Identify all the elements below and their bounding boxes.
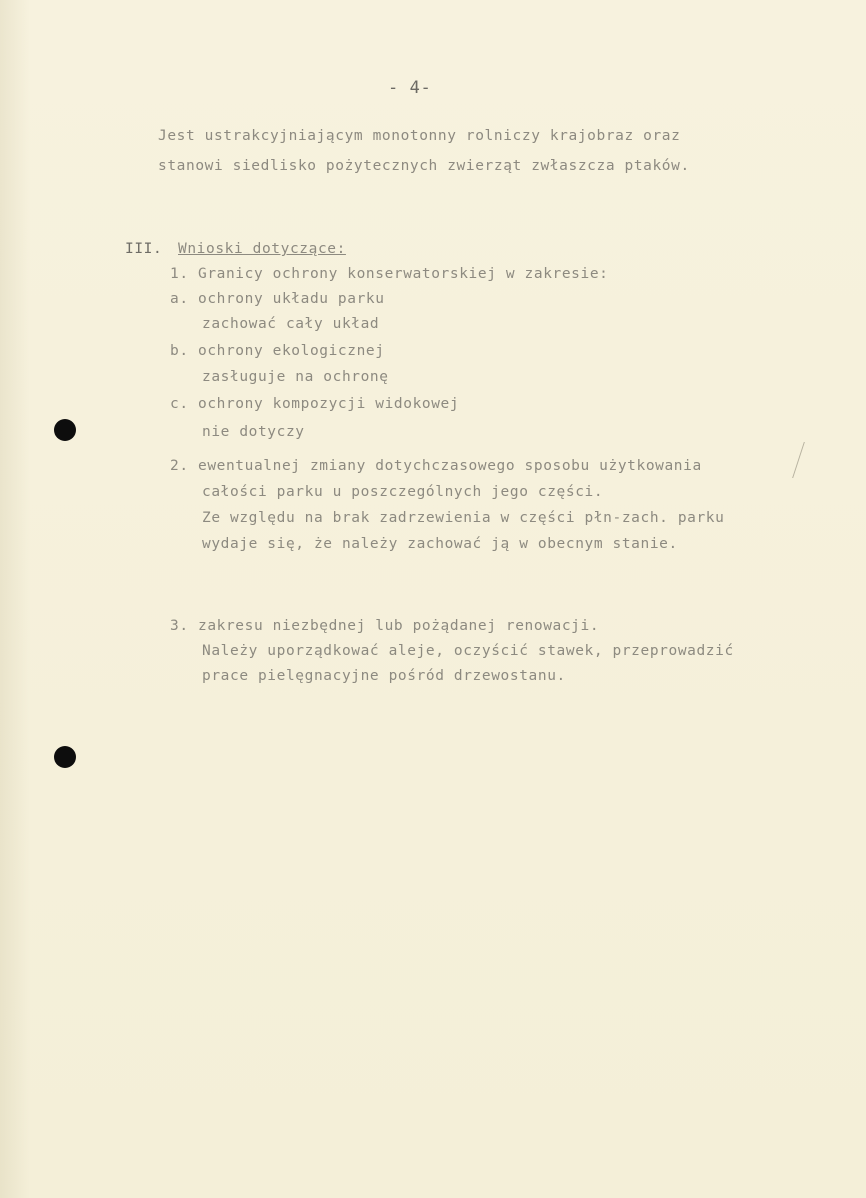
item-1-heading: 1. Granicy ochrony konserwatorskiej w zakresie: (170, 266, 609, 282)
punch-hole-bottom (54, 746, 76, 768)
section-title: Wnioski dotyczące: (178, 241, 346, 257)
item-1c-heading: c. ochrony kompozycji widokowej (170, 396, 460, 412)
item-3-line-2: Należy uporządkować aleje, oczyścić stawek, przeprowadzić (202, 643, 734, 659)
item-3-heading: 3. zakresu niezbędnej lub pożądanej renowacji. (170, 618, 600, 634)
item-1b-heading: b. ochrony ekologicznej (170, 343, 385, 359)
intro-line-2: stanowi siedlisko pożytecznych zwierząt zwłaszcza ptaków. (158, 158, 690, 174)
item-3-line-3: prace pielęgnacyjne pośród drzewostanu. (202, 668, 566, 684)
item-2-line-4: wydaje się, że należy zachować ją w obecnym stanie. (202, 536, 678, 552)
page-number: - 4- (388, 78, 432, 98)
item-2-line-2: całości parku u poszczególnych jego części. (202, 484, 604, 500)
item-1a-heading: a. ochrony układu parku (170, 291, 385, 307)
intro-line-1: Jest ustrakcyjniającym monotonny rolniczy krajobraz oraz (158, 128, 681, 144)
item-1a-answer: zachować cały układ (202, 316, 380, 332)
margin-pencil-mark (792, 442, 815, 478)
item-1c-answer: nie dotyczy (202, 424, 305, 440)
item-1b-answer: zasługuje na ochronę (202, 369, 389, 385)
section-number: III. (125, 241, 163, 257)
item-2-line-3: Ze względu na brak zadrzewienia w części płn-zach. parku (202, 510, 725, 526)
punch-hole-top (54, 419, 76, 441)
page-fold-shadow (0, 0, 30, 1198)
item-2-heading: 2. ewentualnej zmiany dotychczasowego sposobu użytkowania (170, 458, 702, 474)
